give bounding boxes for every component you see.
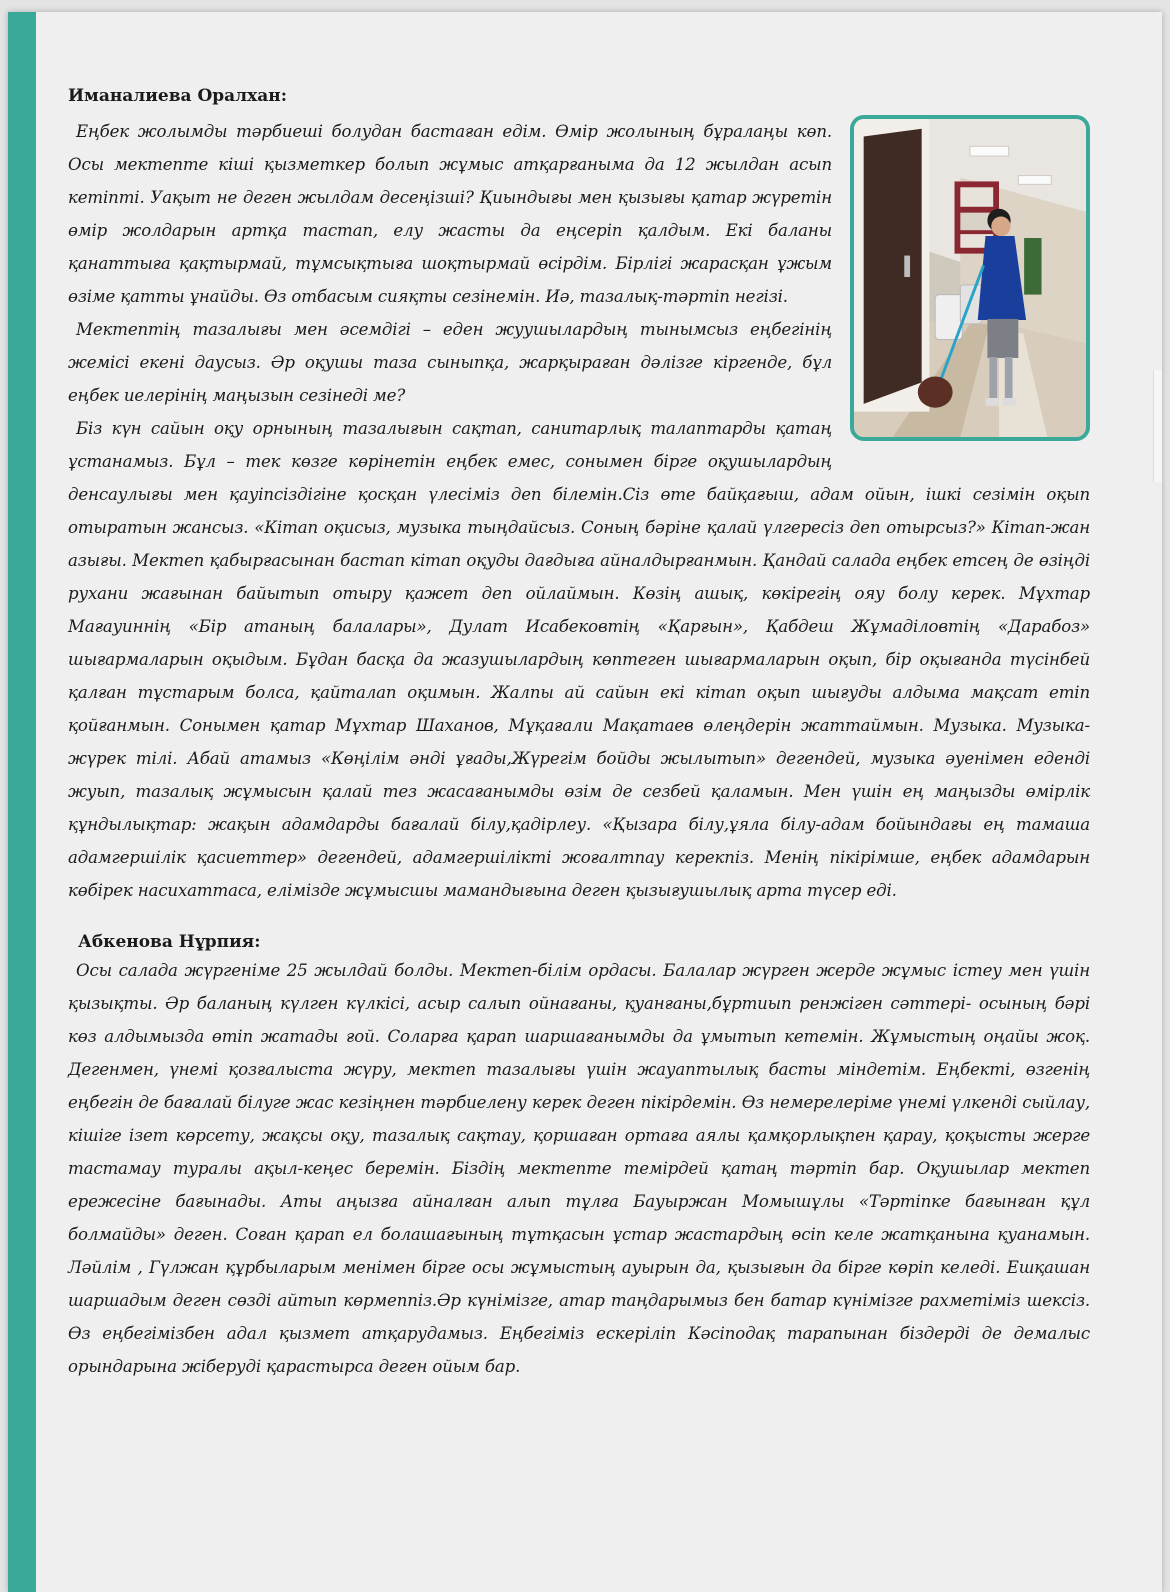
scroll-handle[interactable] — [1153, 370, 1162, 482]
paragraph-3: Біз күн сайын оқу орнының тазалығын сақтап, санитарлық талаптарды қатаң ұстанамыз. Бұл – тек көзге көрінетін еңбек емес, сонымен бірге оқушылардың денсаулығы мен қауіпсіздігіне қосқан үлесіміз деп білемін.Сіз өте байқағыш, адам ойын, ішкі сезімін оқып отыратын жансыз. «Кітап оқисыз, музыка тыңдайсыз. Соның бәріне қалай үлгересіз деп отырсыз?» Кітап-жан азығы. Мектеп қабырғасынан бастап кітап оқуды дағдыға айналдырғанмын. Қандай салада еңбек етсең де өзіңді рухани жағынан байытып отыру қажет деп ойлаймын. Көзің ашық, көкірегің ояу болу керек. Мұхтар Мағауиннің «Бір атаның балалары», Дулат Исабековтің «Қарғын», Қабдеш Жұмаділовтің «Дарабоз» шығармаларын оқыдым. Бұдан басқа да жазушылардың көптеген шығармаларын оқып, бір оқығанда түсінбей қалған тұстарым болса, қайталап оқимын. Жалпы ай сайын екі кітап оқып шығуды алдыма мақсат етіп қойғанмын. Сонымен қатар Мұхтар Шаханов, Мұқағали Мақатаев өлеңдерін жаттаймын. Музыка. Музыка-жүрек тілі. Абай атамыз «Көңілім әнді ұғады,Жүрегім бойды жылытып» дегендей, музыка әуенімен еденді жуып, тазалық жұмысын қалай тез жасағанымды өзім де сезбей қаламын. Мен үшін ең маңызды өмірлік құндылықтар: жақын адамдарды бағалай білу,қадірлеу. «Қызара білу,ұяла білу-адам бойындағы ең тамаша адамгершілік қасиеттер» дегендей, адамгершілікті жоғалтпау керекпіз. Менің пікірімше, еңбек адамдарын көбірек насихаттаса, елімізде жұмысшы мамандығына деген қызығушылық арта түсер еді. — [68, 419, 1090, 900]
article-body — [68, 84, 1090, 1383]
paragraph-4: Осы салада жүргеніме 25 жылдай болды. Мектеп-білім ордасы. Балалар жүрген жерде жұмыс істеу мен үшін қызықты. Әр баланың күлген күлкісі, асыр салып ойнағаны, қуанғаны,бұртиып ренжіген сәттері- осының бәрі көз алдымызда өтіп жатады ғой. Соларға қарап шаршағанымды да ұмытып кетемін. Жұмыстың оңайы жоқ. Дегенмен, үнемі қозғалыста жүру, мектеп тазалығы үшін жауаптылық басты міндетім. Еңбекті, өзгенің еңбегін де бағалай білуге жас кезіңнен тәрбиелену керек деген пікірдемін. Өз немерелеріме үнемі үлкенді сыйлау, кішіге ізет көрсету, жақсы оқу, тазалық сақтау, қоршаған ортаға аялы қамқорлықпен қарау, қоқысты жерге тастамау туралы ақыл-кеңес беремін. Біздің мектепте темірдей қатаң тәртіп бар. Оқушылар мектеп ережесіне бағынады. Аты аңызға айналған алып тұлға Бауыржан Момышұлы «Тәртіпке бағынған құл болмайды» деген. Соған қарап ел болашағының тұтқасын ұстар жастардың өсіп келе жатқанына қуанамын. Ләйлім , Гүлжан құрбыларым менімен бірге осы жұмыстың ауырын да, қызығын да бірге көріп келеді. Ешқашан шаршадым деген сөзді айтып көрмеппіз.Әр күнімізге, атар таңдарымыз бен батар күнімізге рахметіміз шексіз. Өз еңбегімізбен адал қызмет атқарудамыз. Еңбегіміз ескеріліп Кәсіподақ тарапынан біздерді де демалыс орындарына жіберуді қарастырса деген ойым бар. — [68, 961, 1090, 1376]
worker-photo — [850, 115, 1090, 441]
document-page — [8, 12, 1162, 1592]
worker-photo-image — [854, 119, 1086, 437]
section-heading-abkenova: Абкенова Нұрпия: — [78, 932, 261, 952]
section-heading-imanalieva: Иманалиева Оралхан: — [68, 86, 288, 106]
paragraph-2: Мектептің тазалығы мен әсемдігі – еден жуушылардың тынымсыз еңбегінің жемісі екені даусыз. Әр оқушы таза сыныпқа, жарқыраған дәлізге кіргенде, бұл еңбек иелерінің маңызын сезінеді ме? — [68, 320, 832, 405]
paragraph-1: Еңбек жолымды тәрбиеші болудан бастаған едім. Өмір жолының бұралаңы көп. Осы мектепте кіші қызметкер болып жұмыс атқарғаныма да 12 жылдан асып кетіпті. Уақыт не деген жылдам десеңізші? Қиындығы мен қызығы қатар жүретін өмір жолдарын артқа тастап, елу жасты да еңсеріп қалдым. Екі баланы қанаттыға қақтырмай, тұмсықтыға шоқтырмай өсірдім. Бірлігі жарасқан ұжым өзіме қатты ұнайды. Өз отбасым сияқты сезінемін. Иә, тазалық-тәртіп негізі. — [68, 122, 832, 306]
accent-bar — [8, 12, 36, 1592]
